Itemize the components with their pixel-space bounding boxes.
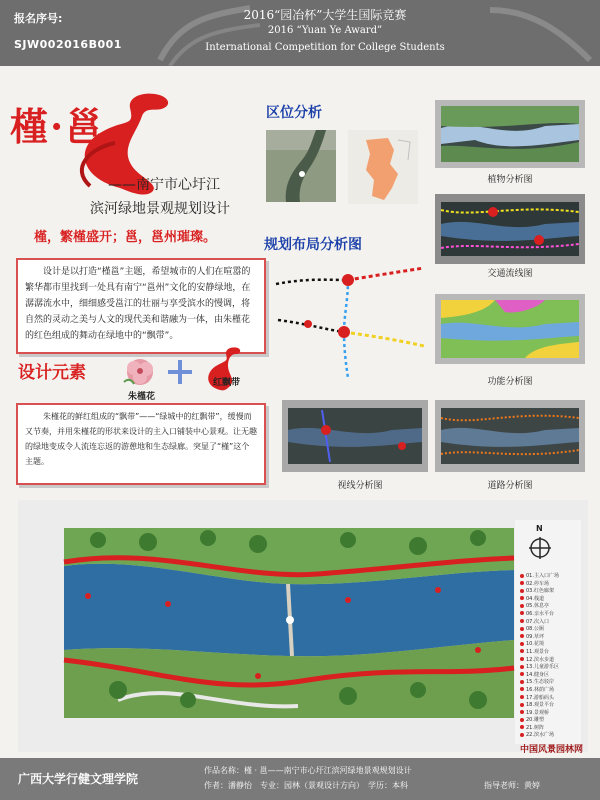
legend-item: 03.红色廊架	[520, 588, 582, 596]
competition-subtitle-en: International Competition for College Students	[205, 42, 445, 53]
publisher-logo: 中国风景园林网	[520, 745, 584, 755]
legend-item: 20.雕塑	[520, 717, 582, 725]
plus-icon	[166, 358, 194, 386]
compass-north-label: N	[536, 524, 543, 533]
project-slogan: 槿，繁槿盛开；邕，邕州璀璨。	[34, 230, 217, 245]
design-description-box	[16, 258, 266, 354]
legend-item: 21.树阵	[520, 725, 582, 733]
project-title: 槿·邕	[10, 104, 106, 149]
legend-item: 10.花境	[520, 641, 582, 649]
legend-item: 13.儿童游乐区	[520, 664, 582, 672]
traffic-flow-diagram	[435, 194, 585, 264]
project-subtitle-line1: ——南宁市心圩江	[108, 177, 220, 193]
legend-item: 05.休息亭	[520, 603, 582, 611]
legend-item: 16.林荫广场	[520, 687, 582, 695]
header-ornament-right	[490, 0, 600, 66]
road-analysis-diagram	[435, 400, 585, 472]
traffic-flow-caption: 交通流线图	[487, 269, 533, 279]
legend-item: 11.观景台	[520, 649, 582, 657]
plant-analysis-caption: 植物分析图	[487, 175, 533, 185]
design-description-text: 设计是以打造“槿邕”主题，希望城市的人们在喧嚣的繁华都市里找到一处具有南宁“邕州”文化的安静绿地，在潺潺流水中，细细感受邕江的壮丽与享受滨水的慢调，将自然的灵动之美与人文的现代美和谐融为一体，由朱槿花的红色组成的舞动在绿地中的“飘带”。	[25, 267, 251, 341]
location-district-map	[348, 130, 418, 204]
hibiscus-label: 朱槿花	[128, 392, 156, 402]
function-analysis-caption: 功能分析图	[487, 377, 533, 387]
master-plan	[18, 500, 588, 752]
legend-item: 09.草坪	[520, 634, 582, 642]
legend-item: 12.滨水步道	[520, 657, 582, 665]
registration-label: 报名序号:	[14, 12, 63, 25]
author-info: 作者：潘静怡 专业：园林（景观设计方向） 学历：本科	[204, 781, 408, 790]
header-bar	[0, 0, 600, 66]
hibiscus-flower-image	[118, 352, 162, 390]
legend-item: 07.次入口	[520, 619, 582, 627]
design-elements-title: 设计元素	[18, 363, 86, 383]
road-analysis-caption: 道路分析图	[487, 481, 533, 491]
project-subtitle-line2: 滨河绿地景观规划设计	[90, 201, 230, 217]
sightline-analysis-caption: 视线分析图	[337, 481, 383, 491]
location-satellite-map	[266, 130, 336, 202]
legend-item: 01.主入口广场	[520, 573, 582, 581]
plant-analysis-diagram	[435, 100, 585, 168]
legend-item: 14.健身区	[520, 672, 582, 680]
legend-item: 15.生态驳岸	[520, 679, 582, 687]
legend-item: 18.观景平台	[520, 702, 582, 710]
sightline-analysis-diagram	[282, 400, 428, 472]
legend-item: 17.游船码头	[520, 695, 582, 703]
ribbon-label: 红飘带	[213, 378, 241, 388]
school-name: 广西大学行健文理学院	[18, 772, 139, 786]
work-title: 作品名称：槿 · 邕——南宁市心圩江滨河绿地景观规划设计	[204, 766, 412, 775]
legend-item: 04.栈道	[520, 596, 582, 604]
competition-title-en: 2016 “Yuan Ye Award”	[267, 25, 383, 36]
legend-item: 22.滨水广场	[520, 732, 582, 740]
legend-item: 19.景观桥	[520, 710, 582, 718]
function-analysis-diagram	[435, 294, 585, 364]
design-elements-text: 朱槿花的鲜红组成的“飘带”——“绿城中的红飘带”，缓慢而又节奏，并用朱槿花的形状来设计的主入口铺装中心景观。让无趣的绿地变成令人流连忘返的游憩地和生态绿廊。突显了“槿”这个主题。	[25, 412, 257, 466]
layout-analysis-title: 规划布局分析图	[264, 237, 362, 253]
legend-item: 02.停车场	[520, 581, 582, 589]
competition-title-cn: 2016“园冶杯”大学生国际竞赛	[243, 8, 407, 22]
registration-id: SJW002016B001	[14, 38, 122, 51]
legend-item: 08.公厕	[520, 626, 582, 634]
design-elements-box	[16, 403, 266, 485]
plan-legend	[520, 573, 582, 740]
footer-bar	[0, 758, 600, 800]
layout-analysis-diagram	[268, 260, 428, 380]
teacher-info: 指导老师：黄婷	[484, 781, 540, 790]
location-analysis-title: 区位分析	[266, 105, 322, 121]
legend-item: 06.亲水平台	[520, 611, 582, 619]
